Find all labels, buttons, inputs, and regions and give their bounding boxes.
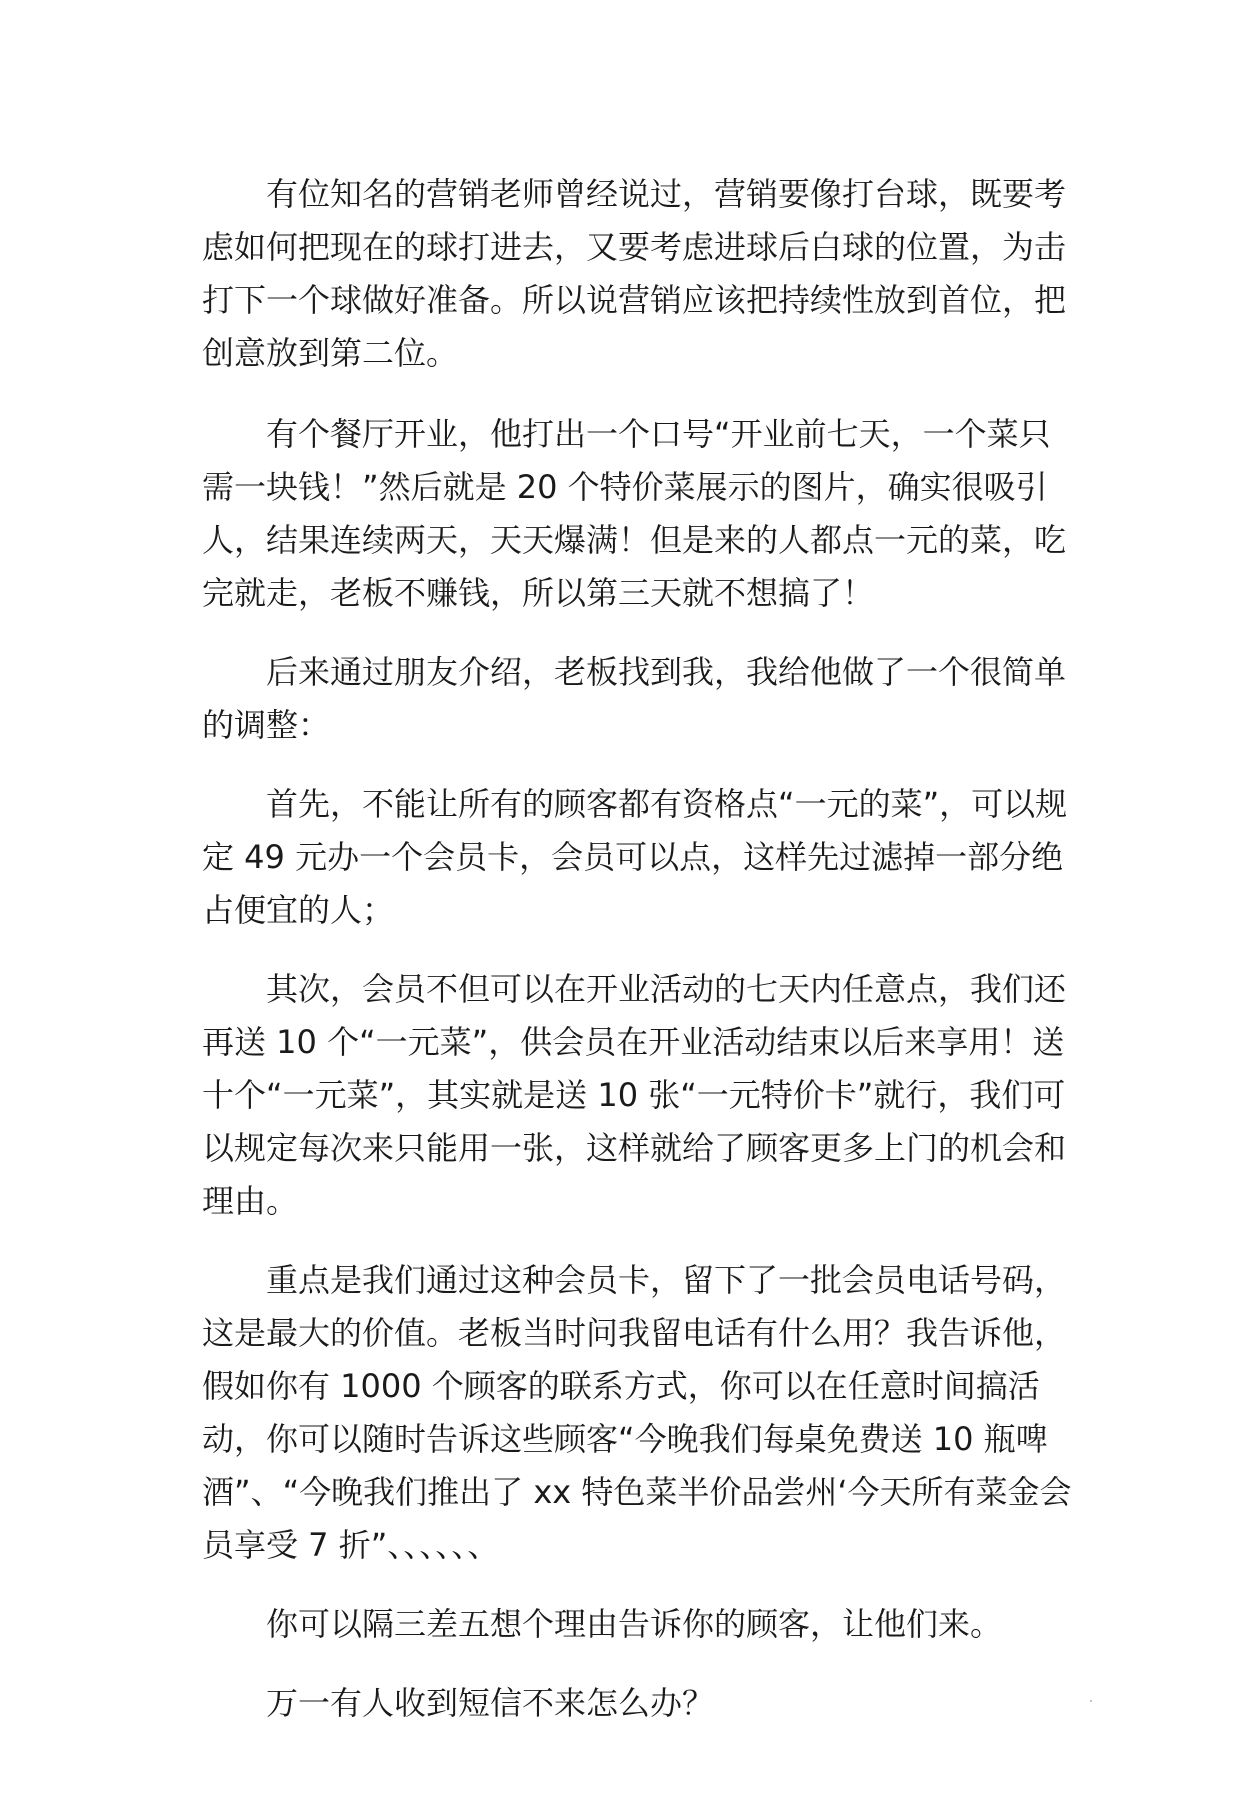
- paragraph: 后来通过朋友介绍，老板找到我，我给他做了一个很简单的调整：: [202, 653, 1067, 744]
- paragraph: 重点是我们通过这种会员卡，留下了一批会员电话号码，这是最大的价值。老板当时问我留电话有什么用？我告诉他，假如你有 1000 个顾客的联系方式，你可以在任意时间搞活动，你可以随时告诉这些顾客“今晚我们每桌免费送 10 瓶啤酒”、“今晚我们推出了 xx 特色菜半价品尝州‘今天所有菜金会员享受 7 折”、、、、、、: [202, 1261, 1072, 1564]
- paragraph: 万一有人收到短信不来怎么办？: [266, 1684, 715, 1722]
- document-body: [202, 168, 1082, 1756]
- paragraph: 有个餐厅开业，他打出一个口号“开业前七天，一个菜只需一块钱！”然后就是 20 个特价菜展示的图片，确实很吸引人，结果连续两天，天天爆满！但是来的人都点一元的菜，吃完就走，老板不赚钱，所以第三天就不想搞了！: [202, 415, 1067, 612]
- paragraph: 你可以隔三差五想个理由告诉你的顾客，让他们来。: [266, 1605, 1003, 1643]
- paragraph: 其次，会员不但可以在开业活动的七天内任意点，我们还再送 10 个“一元菜”，供会员在开业活动结束以后来享用！送十个“一元菜”，其实就是送 10 张“一元特价卡”就行，我们可以规定每次来只能用一张，这样就给了顾客更多上门的机会和理由。: [202, 970, 1067, 1220]
- paragraph: 首先，不能让所有的顾客都有资格点“一元的菜”，可以规定 49 元办一个会员卡，会员可以点，这样先过滤掉一部分绝占便宜的人；: [202, 785, 1068, 929]
- paragraph: 有位知名的营销老师曾经说过，营销要像打台球，既要考虑如何把现在的球打进去，又要考虑进球后白球的位置，为击打下一个球做好准备。所以说营销应该把持续性放到首位，把创意放到第二位。: [202, 175, 1067, 372]
- scan-speck: [1090, 1700, 1092, 1702]
